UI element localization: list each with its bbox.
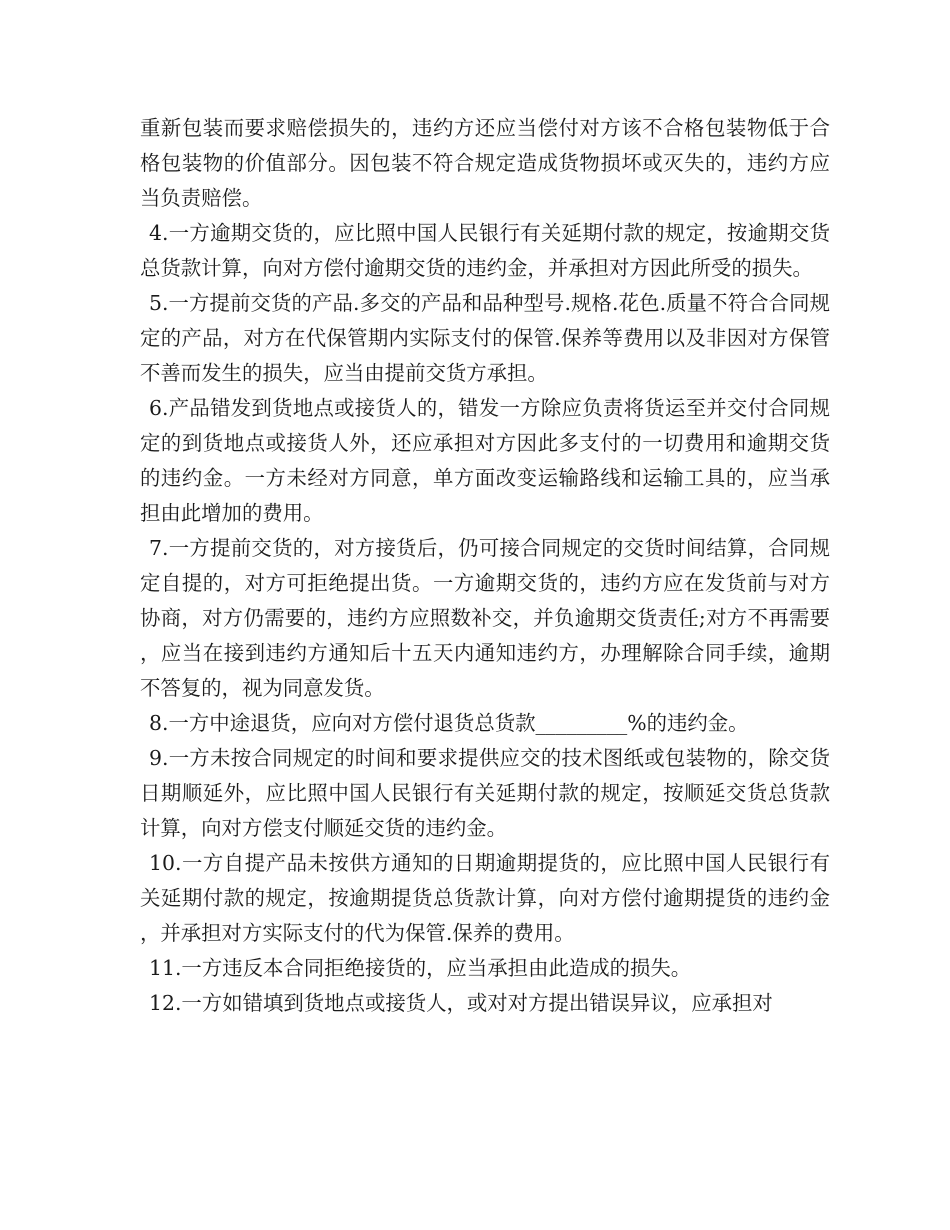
clause-10: 10.一方自提产品未按供方通知的日期逾期提货的，应比照中国人民银行有关延期付款的规定，按逾期提货总货款计算，向对方偿付逾期提货的违约金，并承担对方实际支付的代为保管.保养的费用。 <box>140 851 830 945</box>
clause-8: 8.一方中途退货，应向对方偿付退货总货款_________%的违约金。 <box>149 711 749 735</box>
clause-4: 4.一方逾期交货的，应比照中国人民银行有关延期付款的规定，按逾期交货总货款计算，向对方偿付逾期交货的违约金，并承担对方因此所受的损失。 <box>140 221 830 280</box>
clause-6: 6.产品错发到货地点或接货人的，错发一方除应负责将货运至并交付合同规定的到货地点或接货人外，还应承担对方因此多支付的一切费用和逾期交货的违约金。一方未经对方同意，单方面改变运输路线和运输工具的，应当承担由此增加的费用。 <box>140 396 830 525</box>
paragraph-continuation: 重新包装而要求赔偿损失的，违约方还应当偿付对方该不合格包装物低于合格包装物的价值部分。因包装不符合规定造成货物损坏或灭失的，违约方应当负责赔偿。 <box>140 116 830 210</box>
clause-12: 12.一方如错填到货地点或接货人，或对对方提出错误异议，应承担对 <box>149 991 773 1015</box>
clause-11: 11.一方违反本合同拒绝接货的，应当承担由此造成的损失。 <box>149 956 692 980</box>
clause-9: 9.一方未按合同规定的时间和要求提供应交的技术图纸或包装物的，除交货日期顺延外，应比照中国人民银行有关延期付款的规定，按顺延交货总货款计算，向对方偿支付顺延交货的违约金。 <box>140 746 830 840</box>
document-body <box>140 111 830 1021</box>
clause-7: 7.一方提前交货的，对方接货后，仍可接合同规定的交货时间结算，合同规定自提的，对方可拒绝提出货。一方逾期交货的，违约方应在发货前与对方协商，对方仍需要的，违约方应照数补交，并负逾期交货责任;对方不再需要，应当在接到违约方通知后十五天内通知违约方，办理解除合同手续，逾期不答复的，视为同意发货。 <box>140 536 830 700</box>
clause-5: 5.一方提前交货的产品.多交的产品和品种型号.规格.花色.质量不符合合同规定的产品，对方在代保管期内实际支付的保管.保养等费用以及非因对方保管不善而发生的损失，应当由提前交货方承担。 <box>140 291 830 385</box>
